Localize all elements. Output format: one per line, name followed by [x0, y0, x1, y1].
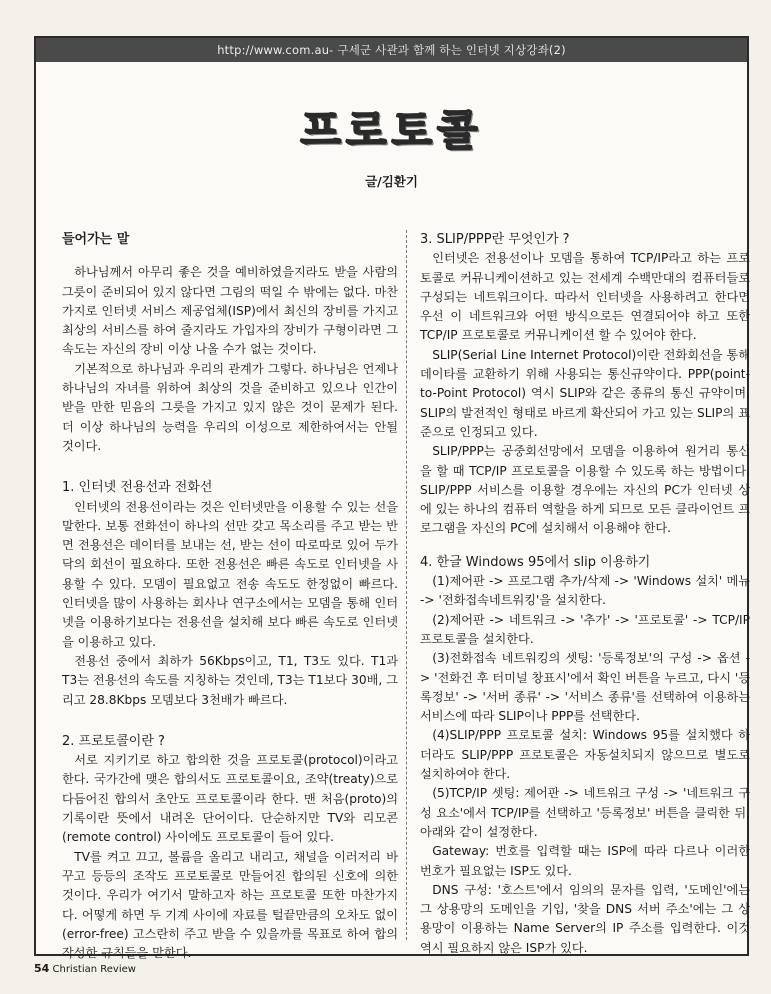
section-2-heading: 2. 프로토콜이란 ? [62, 733, 165, 749]
section-4-dns: DNS 구성: '호스트'에서 임의의 문자를 입력, '도메인'에는 그 상용망의 도메인을 기입, '찾을 DNS 서버 주소'에는 그 상용망이 이용하는 Name Server의 IP 주소를 입력한다. 이것 역시 필요하지 않은 ISP가 있다. [420, 882, 750, 955]
section-3-paragraph-3: SLIP/PPP는 공중회선망에서 모뎀을 이용하여 원거리 통신을 할 때 TCP/IP 프로토콜을 이용할 수 있도록 하는 방법이다. SLIP/PPP 서비스를 이용할 경우에는 자신의 PC가 인터넷 상에 있는 하나의 컴퓨터 역할을 하게 되므로 모든 클라이언트 프로그램을 자신의 PC에 설치해서 이용해야 한다. [420, 444, 750, 536]
section-4-step-3: (3)전화접속 네트워킹의 셋팅: '등록정보'의 구성 -> 옵션 -> '전화건 후 터미널 창표시'에서 확인 버튼을 누르고, 다시 '등록정보' -> '서버 종류' -> '서비스 종류'를 선택하여 이용하는 서비스에 따라 SLIP이나 PPP를 선택한다. [420, 651, 750, 724]
intro-paragraph-1: 하나님께서 아무리 좋은 것을 예비하였을지라도 받을 사람의 그릇이 준비되어 있지 않다면 그림의 떡일 수 밖에는 없다. 마찬가지로 인터넷 서비스 제공업체(ISP)에서 최신의 장비를 가지고 최상의 서비스를 하여 줄지라도 가입자의 장비가 구형이라면 그 속도는 자신의 장비 이상 나올 수가 없는 것이다. [62, 265, 398, 357]
section-4-step-5: (5)TCP/IP 셋팅: 제어판 -> 네트워크 구성 -> '네트워크 구성 요소'에서 TCP/IP를 선택하고 '등록정보' 버튼을 클릭한 뒤, 아래와 같이 설정한다. [420, 786, 750, 839]
section-3-paragraph-1: 인터넷은 전용선이나 모뎀을 통하여 TCP/IP라고 하는 프로토콜로 커뮤니케이션하고 있는 전세계 수백만대의 컴퓨터들로 구성되는 네트워크이다. 따라서 인터넷을 사용하려고 한다면 우선 이 네트워크와 어떤 방식으로든 연결되어야 하고 또한 TCP/IP 프로토콜로 커뮤니케이션 할 수 있어야 한다. [420, 251, 750, 343]
publication-name: Christian Review [52, 964, 136, 975]
section-2-paragraph-1: 서로 지키기로 하고 합의한 것을 프로토콜(protocol)이라고 한다. 국가간에 맺은 합의서도 프로토콜이요, 조약(treaty)으로 다듬어진 합의서 초안도 프로토콜이라 한다. 맨 처음(proto)의 기록이란 뜻에서 내려온 단어이다. 단순하지만 TV와 리모콘(remote control) 사이에도 프로토콜이 들어 있다. [62, 753, 398, 845]
magazine-page [34, 36, 750, 961]
section-3-heading: 3. SLIP/PPP란 무엇인가 ? [420, 232, 570, 247]
left-column [62, 230, 406, 961]
page-footer [34, 962, 136, 975]
right-column [412, 230, 750, 955]
intro-paragraph-2: 기본적으로 하나님과 우리의 관계가 그렇다. 하나님은 언제나 하나님의 자녀를 위하여 최상의 것을 준비하고 있으나 인간이 받을 만한 믿음의 그릇을 가지고 있지 않은 것이 문제가 된다. 더 이상 하나님의 능력을 우리의 이성으로 제한하여서는 안될 것이다. [62, 361, 398, 453]
section-1-paragraph-1: 인터넷의 전용선이라는 것은 인터넷만을 이용할 수 있는 선을 말한다. 보통 전화선이 하나의 선만 갖고 목소리를 주고 받는 반면 전용선은 데이터를 보내는 선, 받는 선이 따로따로 있어 두가닥의 회선이 필요하다. 또한 전용선은 빠른 속도로 인터넷을 사용할 수 있다. 모뎀이 필요없고 전송 속도도 한정없이 빠르다. 인터넷을 많이 사용하는 회사나 연구소에서는 모뎀을 통해 인터넷을 이용하기보다는 전용선을 설치해 보다 빠른 속도로 인터넷을 이용하고 있다. [62, 499, 398, 649]
section-4-heading: 4. 한글 Windows 95에서 slip 이용하기 [420, 554, 651, 570]
section-4-step-2: (2)제어판 -> 네트워크 -> '추가' -> '프로토콜' -> TCP/IP 프로토콜을 설치한다. [420, 612, 750, 646]
section-3-paragraph-2: SLIP(Serial Line Internet Protocol)이란 전화회선을 통해 데이타를 교환하기 위해 사용되는 통신규약이다. PPP(point-to-Point Protocol) 역시 SLIP와 같은 종류의 통신 규약이며, SLIP의 발전적인 형태로 바르게 확산되어 가고 있는 SLIP의 표준으로 인정되고 있다. [420, 347, 750, 439]
section-2-paragraph-2: TV를 켜고 끄고, 볼륨을 올리고 내리고, 채널을 이러저리 바꾸고 등등의 조작도 프로토콜로 만들어진 합의된 신호에 의한 것이다. 우리가 여기서 말하고자 하는 프로토콜 또한 마찬가지다. 어떻게 하면 두 기계 사이에 자료를 털끝만큼의 오차도 없이(error-free) 고스란히 주고 받을 수 있을까를 목표로 하여 합의 작성한 규칙들을 말한다. [62, 849, 398, 961]
article-title: 프로토콜 [300, 106, 483, 155]
intro-heading: 들어가는 말 [62, 232, 130, 247]
section-4-gateway: Gateway: 번호를 입력할 때는 ISP에 따라 다르나 이러한 번호가 필요없는 ISP도 있다. [420, 844, 750, 878]
page-number: 54 [34, 962, 50, 975]
article-byline: 글/김환기 [365, 174, 418, 189]
section-1-paragraph-2: 전용선 중에서 최하가 56Kbps이고, T1, T3도 있다. T1과 T3는 전용선의 속도를 지칭하는 것인데, T3는 T1보다 30배, 그리고 28.8Kbps 모뎀보다 3천배가 빠르다. [62, 653, 398, 707]
column-divider [406, 230, 407, 940]
running-head: http://www.com.au- 구세군 사관과 함께 하는 인터넷 지상강좌(2) [36, 38, 747, 62]
section-4-step-1: (1)제어판 -> 프로그램 추가/삭제 -> 'Windows 설치' 메뉴 -> '전화접속네트워킹'을 설치한다. [420, 574, 750, 608]
section-1-heading: 1. 인터넷 전용선과 전화선 [62, 480, 213, 496]
section-4-step-4: (4)SLIP/PPP 프로토콜 설치: Windows 95를 설치했다 하더라도 SLIP/PPP 프로토콜은 자동설치되지 않으므로 별도로 설치하여야 한다. [420, 728, 750, 782]
